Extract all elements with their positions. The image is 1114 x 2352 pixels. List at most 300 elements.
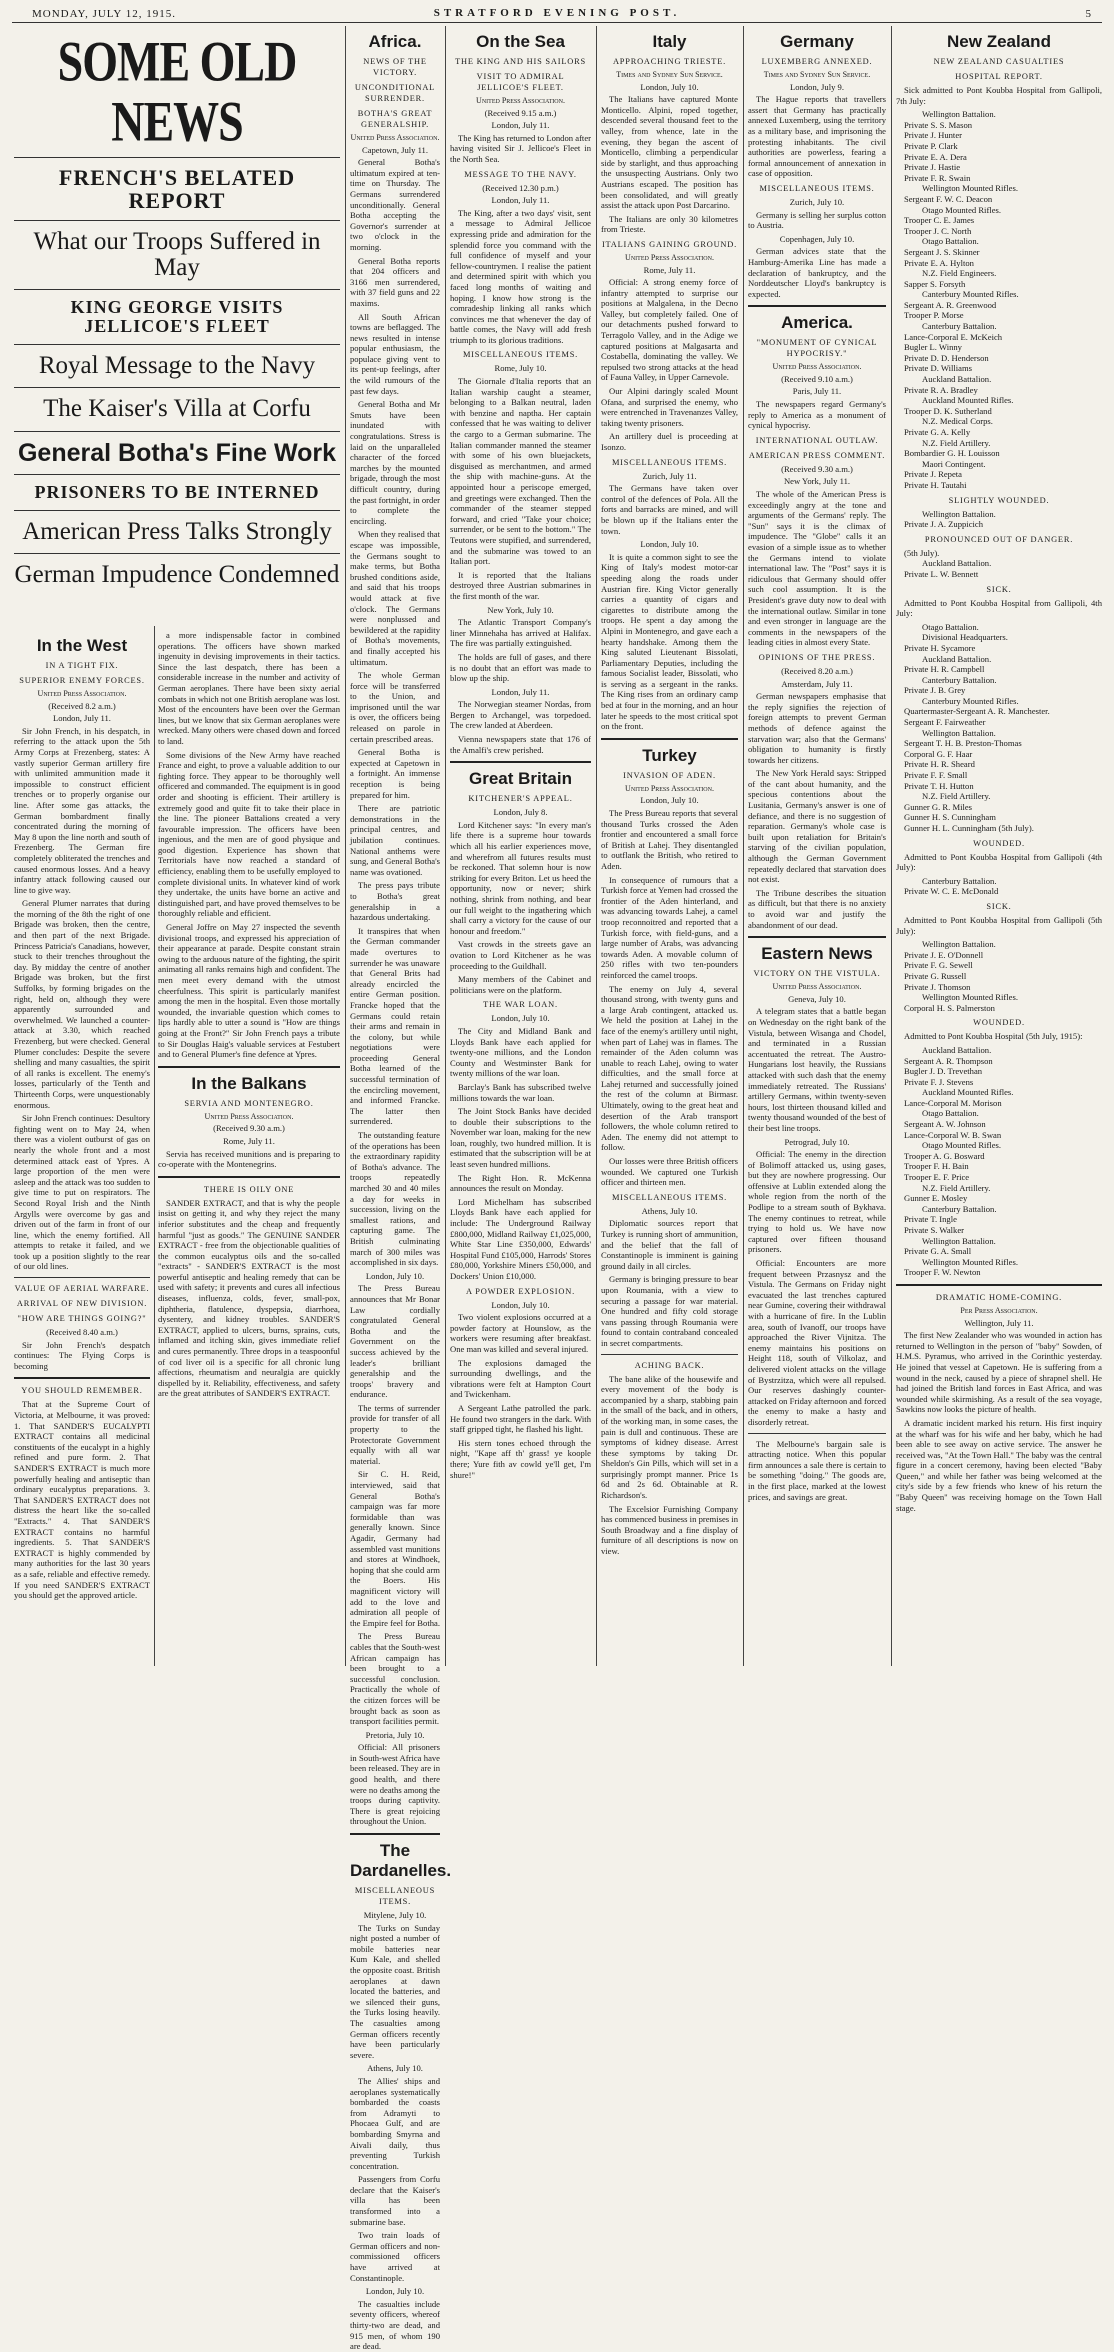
section-heading-dardanelles: The Dardanelles. xyxy=(350,1841,452,1881)
unit-name: Auckland Battalion. xyxy=(922,1044,992,1055)
paragraph: The Italians have captured Monte Monticello. Alpini, roped together, descended several thousand feet to the valley, from whence, late in the evening, they began the ascent of Monticello, climbing a perpendicular side by starlight, and thus approaching the unsuspecting Austrians. Only two Austrians escaped. The position has been consolidated, and will greatly assist the attack upon Post Darcarino. xyxy=(601,94,738,211)
dateline: Mitylene, July 10. xyxy=(363,1910,427,1921)
casualty-name: Private W. C. E. McDonald xyxy=(904,886,999,897)
casualty-name: Private J. Hunter xyxy=(904,130,962,141)
headline-1: FRENCH'S BELATED REPORT xyxy=(58,164,296,213)
paragraph: Official: Encounters are more frequent between Przasnysz and the Vistula. The Germans on Friday night evacuated the last trenches captured near Gumine, covering their withdrawal with a hurricane of fire. In the Lublin area, south of Ivanoff, our troops have approached the River Vijnitza. The enemy maintains his positions on Height 118, south of Vilkolaz, and delivered violent attacks on the village of Bystrzitza, which were all repulsed. Our reserves dashingly counter-attacked on Friday afternoon and forced the enemy to make a hasty and disorderly retreat. xyxy=(748,1258,886,1427)
paragraph: A telegram states that a battle began on Wednesday on the right bank of the Vistula, between Wisanga and Chodel, and terminated in a Russian accentuated the retreat. The Austro-Hungarians lost heavily, the Russians attacked with such dash that the enemy immediately retreated. The Russians' artillery Germans, within twenty-seven hours, lost thirteen thousand killed and twenty thousand wounded of the best of their best line troops. xyxy=(748,1006,886,1133)
casualty-name: Private S. Walker xyxy=(904,1225,965,1235)
column-5 xyxy=(601,26,738,1666)
paragraph: General Plumer narrates that during the morning of the 8th the right of one Brigade was broken, then the centre, and then part of the next Brigade. Princess Patricia's Canadians, however, stuck to their trenches throughout the day. By midday the centre of another Brigade was broken, but the first Suffolks, by forming brigades on the right, held on, although they were apparently surrounded and overwhelmed. We launched a counter-attack at 3.30, which reached Frezenberg, but were checked. General Plumer concludes: Despite the severe shelling and many casualties, the spirit of all ranks is excellent. The enemy's losses, particularly of the Tenth and Thirteenth Corps, were unquestionably enormous. xyxy=(14,898,150,1110)
headline-4: Royal Message to the Navy xyxy=(38,352,316,380)
headline-6: General Botha's Fine Work xyxy=(17,438,337,467)
paragraph: a more indispensable factor in combined operations. The officers have shown marked ingenuity in devising improvements in their tactics. Since the last despatch, there has been a considerable increase in the number and activity of German aeroplanes. There have been sixty aerial combats in which not one British aeroplane was lost. Most of the encounters have been over the German lines, but we know that six German aeroplanes were wrecked. Many others were chased down and forced to land. xyxy=(158,630,340,746)
paragraph: The outstanding feature of the operations has been the extraordinary rapidity of Botha's advance. The troops repeatedly marched 30 and 40 miles a day for weeks in succession, living on the smallest rations, and capturing game. The British culminating march of 300 miles was accomplished in six days. xyxy=(350,1130,440,1268)
paragraph: The terms of surrender provide for transfer of all property to the Protectorate Government equally with all war material. xyxy=(350,1402,440,1466)
casualty-name: Private J. A. Zuppicich xyxy=(904,519,984,530)
unit-name: Wellington Battalion. xyxy=(922,508,996,519)
casualty-name: Gunner G. R. Miles xyxy=(904,801,973,812)
dateline: Rome, July 11. xyxy=(223,1135,275,1146)
headline-9: German Impudence Condemned xyxy=(14,560,340,588)
paragraph: Lord Michelham has subscribed Lloyds Bank have each applied for include: The Underground Railway £800,000, Midland Railway £1,025,000, White Star Line £350,000, Edwards' Hospital Fund £105,000, Harrods' Stores £80,000, Yorkshire Miners £50,000, and Dockers' Union £10,000. xyxy=(450,1196,591,1281)
casualty-name: Private E. A. Dera xyxy=(904,151,967,162)
column-rule xyxy=(445,26,446,1666)
paragraph: General Botha and Mr Smuts have been inundated with congratulations. Stress is laid on the unparalleled character of the forced marches by the mounted brigade, through the most difficult country, during the past fortnight, in order to complete the encircling. xyxy=(350,399,440,526)
subheading: MISCELLANEOUS ITEMS. xyxy=(354,1886,436,1907)
paragraph: Admitted to Pont Koubba Hospital from Gallipoli (5th July): xyxy=(896,914,1102,936)
paragraph: Germany is selling her surplus cotton to Austria. xyxy=(748,209,886,231)
casualty-name: Corporal G. F. Haar xyxy=(904,748,973,759)
agency-credit: United Press Association. xyxy=(772,982,862,992)
advert-text: SANDER EXTRACT, and that is why the people insist on getting it, and why they reject the many inferior substitutes and the cheap and frequently harmful "just as goods." The GENUINE SANDER EXTRACT - free from the objectionable qualities of the common eucalyptus oils and the so-called "extracts" - SANDER'S EXTRACT is the most powerful antiseptic and healing remedy that can be used with safety; it prevents and cures all infectious diseases, influenza, colds, fever, small-pox, diphtheria, flatulence, dyspepsia, diarrhoea, dysentery, and kidney troubles. SANDER'S EXTRACT, applied to ulcers, burns, sprains, cuts, inflamed and itching skin, gives immediate relief and cures permanently. Three drops in a teaspoonful of cod liver oil is a specific for all chronic lung affections, rheumatism and neuralgia are quickly dispelled by it. Reliability, effectiveness, and safety are the great attributes of SANDER'S EXTRACT. xyxy=(158,1197,340,1399)
casualty-name: Private J. Repeta xyxy=(904,469,962,480)
casualty-name: Lance-Corporal M. Morison xyxy=(904,1097,1002,1108)
section-heading-eastern-news: Eastern News xyxy=(761,944,873,964)
paragraph: The Germans have taken over control of the defences of Pola. All the forts and barracks are mined, and will be blown up if the Italians enter the town. xyxy=(601,483,738,536)
subheading: SUPERIOR ENEMY FORCES. xyxy=(19,676,145,685)
column-rule xyxy=(596,26,597,1666)
paragraph: The enemy on July 4, several thousand strong, with twenty guns and a large Arab contingent, attacked us. We held the position at Lahej in the face of the enemy's artillery until night, when part of Lahej was in flames. The remainder of the Aden column was unable to reach Lahej, owing to water difficulties, and the small force at Lahej returned and successfully joined the rest of the column at Birmasr. Ultimately, owing to the great heat and desertion of the Arab transport followers, the whole column retired to Aden. The enemy did not attempt to follow. xyxy=(601,983,738,1153)
casualty-name: Trooper C. E. James xyxy=(904,215,975,226)
unit-name: N.Z. Field Artillery. xyxy=(922,437,991,448)
paragraph: The King has returned to London after having visited Sir J. Jellicoe's Fleet in the North Sea. xyxy=(450,132,591,164)
casualty-name: (5th July). xyxy=(904,547,940,558)
casualty-name: Private S. S. Mason xyxy=(904,119,973,130)
dateline: Athens, July 10. xyxy=(641,1205,698,1216)
subheading: KITCHENER'S APPEAL. xyxy=(468,794,573,804)
dateline: Rome, July 10. xyxy=(494,363,547,374)
paragraph: A dramatic incident marked his return. His first inquiry at the wharf was for his wife and her baby, which he had been able to see away on active service. The answer he received was, "At the Town Hall." The baby was the central figure in a concert ceremony, having been elected "Baby Queen," and while her father was being welcomed at the city's side by a few friends who knew of his return the "Baby Queen" was receiving homage on the Town Hall stage. xyxy=(896,1417,1102,1513)
subheading: THE WAR LOAN. xyxy=(483,1000,558,1010)
paragraph: When they realised that escape was impossible, the Germans sought to make terms, but Botha brushed conditions aside, and said that his troops would attack at five o'clock. The Germans were nonplussed and bewildered at the rapidity of Botha's movements, and finally accepted his ultimatum. xyxy=(350,529,440,667)
agency-credit: United Press Association. xyxy=(204,1111,294,1121)
paragraph: General Botha's ultimatum expired at ten-time on Thursday. The Germans surrendered unconditionally. General Botha accepting the Governor's surrender at two o'clock in the morning. xyxy=(350,157,440,252)
dateline: London, July 8. xyxy=(493,807,548,818)
section-heading-new-zealand: New Zealand xyxy=(947,32,1051,51)
paragraph: Passengers from Corfu declare that the Kaiser's villa has been transformed into a submarine base. xyxy=(350,2174,440,2227)
paragraph: Many members of the Cabinet and politicians were on the platform. xyxy=(450,974,591,995)
headline-5: The Kaiser's Villa at Corfu xyxy=(43,395,311,423)
paragraph: In consequence of rumours that a Turkish force at Yemen had crossed the frontier of the Aden hinterland, and was advancing towards Lahej, a camel troop reconnoitred and reported that a Turkish force, with field-guns, and a large number of Arabs, was advancing towards Aden. A movable column of 250 rifles with two ten-pounders reinforced the camel troops. xyxy=(601,874,738,980)
masthead-paper-name: STRATFORD EVENING POST. xyxy=(433,7,681,19)
received-time: (Received 9.10 a.m.) xyxy=(781,373,853,384)
casualty-name: Private E. A. Hylton xyxy=(904,257,974,268)
casualty-name: Sergeant A. R. Greenwood xyxy=(904,299,997,310)
unit-name: Auckland Battalion. xyxy=(922,558,992,569)
subheading: SICK. xyxy=(986,901,1012,911)
casualty-name: Sergeant J. S. Skinner xyxy=(904,246,980,257)
subheading: VICTORY ON THE VISTULA. xyxy=(753,969,881,979)
unit-name: Wellington Battalion. xyxy=(922,1235,996,1246)
paragraph: The Press Bureau reports that several thousand Turks crossed the Aden frontier and encountered a small force of British at Lahej. They disentangled to outflank the British, who retired to Aden. xyxy=(601,808,738,871)
casualty-name: Gunner H. L. Cunningham (5th July). xyxy=(904,823,1034,833)
paragraph: Diplomatic sources report that Turkey is running short of ammunition, and the belief that the fall of Constantinople is imminent is gaining ground daily in all circles. xyxy=(601,1218,738,1271)
paragraph: Official: A strong enemy force of infantry attempted to surprise our positions at Malgalena, in the Decno Valley, but completely failed. One of our detachments pushed forward to Terragolo Valley, and in the Adige we captured positions at Malgasarta and Costabella, dominating the valley. We repulsed two strong attacks at the head of Fauna Valley, in Upper Carnevole. xyxy=(601,277,738,383)
received-time: (Received 9.30 a.m.) xyxy=(781,463,853,474)
casualty-name: Sergeant A. W. Johnson xyxy=(904,1119,986,1130)
agency-credit: United Press Association. xyxy=(350,133,440,142)
paragraph: Germany is bringing pressure to bear upon Roumania, with a view to securing a passage for war material. One hundred and fifty cold storage vans passing through Roumania were found to contain contraband concealed in secret compartments. xyxy=(601,1274,738,1348)
received-time: (Received 9.15 a.m.) xyxy=(484,107,557,118)
dateline: London, July 10. xyxy=(640,81,699,92)
column-rule xyxy=(743,26,744,1666)
subheading: PRONOUNCED OUT OF DANGER. xyxy=(924,534,1074,544)
section-heading-sea: On the Sea xyxy=(476,32,565,51)
agency-credit: Per Press Association. xyxy=(960,1305,1038,1315)
main-title: SOME OLD NEWS xyxy=(57,29,297,154)
received-time: (Received 12.30 p.m.) xyxy=(482,182,559,193)
unit-name: Wellington Battalion. xyxy=(922,727,996,738)
unit-name: Wellington Mounted Rifles. xyxy=(922,992,1018,1003)
paragraph: Admitted to Pont Koubba Hospital from Gallipoli (4th July): xyxy=(896,851,1102,873)
received-time: (Received 9.30 a.m.) xyxy=(213,1123,285,1134)
casualty-name: Private T. H. Hutton xyxy=(904,780,974,791)
casualty-list xyxy=(896,622,1102,834)
unit-name: Canterbury Battalion. xyxy=(922,674,997,685)
casualty-name: Private R. A. Bradley xyxy=(904,384,978,395)
casualty-name: Trooper A. G. Bosward xyxy=(904,1150,985,1161)
subheading: UNCONDITIONAL SURRENDER. xyxy=(354,83,436,103)
paragraph: The Norwegian steamer Nordas, from Bergen to Archangel, was torpedoed. The crew landed at Aberdeen. xyxy=(450,699,591,731)
casualty-name: Bugler J. D. Trevethan xyxy=(904,1066,983,1077)
unit-name: Auckland Battalion. xyxy=(922,653,992,664)
paragraph: Sir John French, in his despatch, in referring to the attack upon the 5th Army Corps at Frezenberg, states: A vastly superior German artillery fire with unlimited ammunition made it impossible to construct efficient trenches or to properly organise our line. After some gas attacks, the German bombardment finally concentrated during the morning of May 8 upon the line north and south of Frezenberg. The German fire completely obliterated the trenches and caused enormous losses. And a heavy infantry attack following caused our line to give way. xyxy=(14,725,150,895)
casualty-name: Private D. D. Henderson xyxy=(904,352,989,363)
paragraph: The Tribune describes the situation as difficult, but that there is no anxiety to avoid war and justify the abandonment of our dead. xyxy=(748,887,886,930)
casualty-name: Lance-Corporal E. McKeich xyxy=(904,331,1003,342)
unit-name: Canterbury Battalion. xyxy=(922,875,997,886)
unit-name: Otago Battalion. xyxy=(922,621,979,632)
casualty-name: Private D. Williams xyxy=(904,363,972,374)
paragraph: The holds are full of gases, and there is no doubt that an effort was made to blow up the ship. xyxy=(450,651,591,684)
advert-text: The bane alike of the housewife and every movement of the body is accompanied by a sharp, stabbing pain in the small of the back, and in others, of the working man, in some cases, the pain is dull and continuous. These are symptoms of kidney disease. Arrest these symptoms by taking Dr. Sheldon's Gin Pills, which will set in a surprisingly prompt manner. Price 1s 6d and 2s 6d. Obtainable at R. Richardson's. xyxy=(601,1373,738,1501)
casualty-name: Private P. Clark xyxy=(904,140,958,151)
paragraph: General Botha is expected at Capetown in a fortnight. An immense reception is being prepared for him. xyxy=(350,747,440,800)
subheading: ARRIVAL OF NEW DIVISION. xyxy=(16,1299,148,1309)
headline-8: American Press Talks Strongly xyxy=(22,517,332,545)
paragraph: Sir John French's despatch continues: The Flying Corps is becoming xyxy=(14,1339,150,1371)
subheading: INVASION OF ADEN. xyxy=(623,770,716,780)
dateline: New York, July 11. xyxy=(783,476,851,487)
column-rule xyxy=(345,26,346,1666)
unit-name: Otago Mounted Rifles. xyxy=(922,204,1002,215)
subheading: ITALIANS GAINING GROUND. xyxy=(601,239,738,249)
subheading: MISCELLANEOUS ITEMS. xyxy=(611,457,728,467)
paragraph: Our losses were three British officers wounded. We captured one Turkish officer and thirteen men. xyxy=(601,1156,738,1188)
paragraph: Admitted to Pont Koubba Hospital from Gallipoli, 4th July: xyxy=(896,597,1102,619)
subheading: WOUNDED. xyxy=(973,838,1025,848)
paragraph: Two train loads of German officers and non-commissioned officers have arrived at Constantinople. xyxy=(350,2230,440,2283)
dateline: London, July 10. xyxy=(640,539,699,550)
casualty-list xyxy=(896,548,1102,580)
unit-name: Canterbury Battalion. xyxy=(922,1203,997,1214)
paragraph: General Joffre on May 27 inspected the seventh divisional troops, and expressed his appreciation of their appearance at parade. Despite constant strain owing to the arduous nature of the fighting, the spirit animating all ranks remains high and confident. The men meet every demand with the utmost cheerfulness. This spirit is particularly manifest among the men in the hospital. Even those mortally wounded, the invariable question which comes to lips hardly able to utter a sound is "How are things going at the Front?" Sir John French pays a tribute to Sir Douglas Haig's valuable services at Festubert and to General Plumer's fine defence at Ypres. xyxy=(158,922,340,1060)
casualty-name: Quartermaster-Sergeant A. R. Manchester. xyxy=(904,706,1050,717)
paragraph: His stern tones echoed through the night, "Kape aff th' grass! ye koople there; Yure fith av cowld ye'll get, I'm shure!" xyxy=(450,1437,591,1480)
casualty-name: Sapper S. Forsyth xyxy=(904,278,966,289)
dateline: London, July 10. xyxy=(640,795,699,806)
casualty-name: Private F. F. Small xyxy=(904,770,968,781)
paragraph: The Atlantic Transport Company's liner Minnehaha has arrived at Halifax. The fire was partially extinguished. xyxy=(450,617,591,649)
paragraph: Servia has received munitions and is preparing to co-operate with the Montenegrins. xyxy=(158,1148,340,1170)
casualty-name: Private J. B. Grey xyxy=(904,685,966,696)
column-rule xyxy=(891,26,892,1666)
dateline: Rome, July 11. xyxy=(643,264,696,275)
paragraph: It is reported that the Italians destroyed three Austrian submarines in the first month of the war. xyxy=(450,569,591,601)
paragraph: The City and Midland Bank and Lloyds Bank have each applied for twenty-one millions, and the London County and Westminster Bank for twenty millions of the war loan. xyxy=(450,1025,591,1079)
subheading: MESSAGE TO THE NAVY. xyxy=(464,169,577,179)
dateline: London, July 9. xyxy=(790,81,844,92)
casualty-name: Private L. W. Bennett xyxy=(904,568,979,579)
casualty-name: Sergeant T. H. B. Preston-Thomas xyxy=(904,738,1022,749)
section-heading-turkey: Turkey xyxy=(642,745,697,765)
paragraph: Vienna newspapers state that 176 of the Amalfi's crew perished. xyxy=(450,734,591,755)
paragraph: An artillery duel is proceeding at Isonzo. xyxy=(601,431,738,452)
casualty-list xyxy=(896,109,1102,490)
paragraph: The Allies' ships and aeroplanes systematically bombarded the coasts from Adramyti to Phocaea Gulf, and are bombarding Smyrna and Aivali daily, thus preventing Turkish concentration. xyxy=(350,2075,440,2171)
paragraph: The Hague reports that travellers assert that Germany has practically annexed Luxemberg, using the territory as a military base, and imprisoning the protesting inhabitants. The civil authorities are powerless, fearing a formal announcement of annexation in case of opposition. xyxy=(748,94,886,179)
casualty-name: Gunner H. S. Cunningham xyxy=(904,812,996,823)
subheading: NEW ZEALAND CASUALTIES xyxy=(933,57,1065,66)
paragraph: Admitted to Pont Koubba Hospital (5th July, 1915): xyxy=(904,1031,1083,1042)
subheading: INTERNATIONAL OUTLAW. xyxy=(755,435,879,445)
subheading: APPROACHING TRIESTE. xyxy=(612,57,727,66)
casualty-name: Bombardier G. H. Louisson xyxy=(904,448,1000,459)
casualty-list xyxy=(896,939,1102,1013)
paragraph: Barclay's Bank has subscribed twelve millions towards the war loan. xyxy=(450,1081,591,1103)
paragraph: The Giornale d'Italia reports that an Italian warship caught a steamer, belonging to a Balkan neutral, laden with benzine and naptha. Her captain confessed that he was waiting to deliver the cargo to a German submarine. The Italian commander manned the steamer with some of his own bluejackets, disguised as merchantmen, and armed the ship with machine-guns. At the appointed hour a periscope emerged, and greetings were exchanged. Then the commander of the steamer stepped forward, and cried "Take your choice; surrender, or be sent to the bottom." The Teutons were stupified, and surrendered, and the submarine was towed to an Italian port. xyxy=(450,376,591,567)
agency-credit: United Press Association. xyxy=(625,252,714,262)
paragraph: The Italians are only 30 kilometres from Trieste. xyxy=(601,213,738,235)
casualty-name: Private G. Russell xyxy=(904,970,967,981)
dateline: London, July 11. xyxy=(491,686,550,697)
unit-name: N.Z. Field Engineers. xyxy=(922,268,997,279)
subheading: SLIGHTLY WOUNDED. xyxy=(948,495,1050,505)
unit-name: Wellington Battalion. xyxy=(922,109,996,120)
advert-heading: THERE IS OILY ONE xyxy=(203,1184,295,1194)
agency-credit: United Press Association. xyxy=(625,783,714,793)
paragraph: Sir John French continues: Desultory fighting went on to May 24, when there was a violent outburst of gas on nearly the whole front and a most determined attack east of Ypres. A large proportion of the men were asleep and the attack was too sudden to give time to put on respirators. The Second Royal Irish and the Ninth Argylls were overcome by gas and driven out of the farm in front of our line, which the enemy fortified. All attempts to retake it failed, and we took up a position slightly to the rear of our old lines. xyxy=(14,1113,150,1272)
headline-7: PRISONERS TO BE INTERNED xyxy=(34,481,320,502)
section-heading-great-britain: Great Britain xyxy=(469,769,572,789)
unit-name: Auckland Battalion. xyxy=(922,374,992,385)
dateline: Pretoria, July 10. xyxy=(365,1729,425,1740)
paragraph: The first New Zealander who was wounded in action has returned to Wellington in the person of "baby" Sowden, of H.M.S. Pyramus, who arrived in the Corinthic yesterday. He joined that vessel at Capetown. He is suffering from a wound in the neck, caused by a piece of shrapnel shell. He had joined the British land forces in East Africa, and was wounded while skirmishing. As a result of the sea voyage, Sawkins now looks the picture of health. xyxy=(896,1330,1102,1415)
masthead-date: MONDAY, JULY 12, 1915. xyxy=(32,8,176,20)
advert-heading: YOU SHOULD REMEMBER. xyxy=(21,1386,143,1396)
casualty-name: Sergeant A. R. Thompson xyxy=(904,1055,993,1066)
unit-name: Canterbury Battalion. xyxy=(922,321,997,332)
paragraph: The newspapers regard Germany's reply to America as a monument of cynical hypocrisy. xyxy=(748,399,886,431)
subheading: MISCELLANEOUS ITEMS. xyxy=(759,183,875,193)
subheading: VISIT TO ADMIRAL JELLICOE'S FLEET. xyxy=(476,72,565,92)
subheading: WOUNDED. xyxy=(973,1018,1025,1028)
agency-credit: United Press Association. xyxy=(37,689,127,698)
paragraph: Sick admitted to Pont Koubba Hospital from Gallipoli, 7th July: xyxy=(896,85,1102,106)
casualty-name: Private H. Tautahi xyxy=(904,479,967,490)
paragraph: The Excelsior Furnishing Company has commenced business in premises in South Broadway and a fine display of furniture of all descriptions is now on view. xyxy=(601,1503,738,1557)
casualty-name: Trooper F. W. Newton xyxy=(904,1267,981,1278)
column-3 xyxy=(350,26,452,2352)
subheading: "MONUMENT OF CYNICAL HYPOCRISY." xyxy=(756,338,878,359)
unit-name: N.Z. Field Artillery. xyxy=(922,791,991,802)
paragraph: Our Alpini daringly scaled Mount Ofana, and surprised the enemy, who were entrenched in Travenanzes Valley, taking twenty prisoners. xyxy=(601,386,738,428)
column-4 xyxy=(450,26,591,1666)
casualty-name: Trooper E. F. Price xyxy=(904,1172,970,1183)
casualty-name: Private H. Sycamore xyxy=(904,642,976,653)
paragraph: There are patriotic demonstrations in the principal centres, and jubilation continues. National anthems were sung, and General Botha's name was ovationed. xyxy=(350,803,440,877)
column-2 xyxy=(158,630,340,1666)
advert-heading: ACHING BACK. xyxy=(634,1360,705,1370)
dateline: London, July 10. xyxy=(491,1013,550,1024)
column-6 xyxy=(748,26,886,1666)
casualty-name: Private G. A. Kelly xyxy=(904,427,971,437)
dateline: New York, July 10. xyxy=(487,604,554,615)
unit-name: Canterbury Mounted Rifles. xyxy=(922,289,1019,300)
paragraph: Sir C. H. Reid, interviewed, said that General Botha's campaign was far more formidable than was generally known. Since Agadir, Germany had assembled vast munitions and stores at Windhoek, hoping that she could arm the Boers. His magnificent victory will add to the love and admiration all people of the Empire feel for Botha. xyxy=(350,1469,440,1628)
unit-name: Auckland Mounted Rifles. xyxy=(922,395,1014,406)
received-time: (Received 8.40 a.m.) xyxy=(46,1327,118,1338)
paragraph: The New York Herald says: Stripped of the cant about humanity, and the specious contentions about the Lusitania, Germany's answer is one of defiance, and there is no suggestion of reparation. Germany's whole case is built upon retaliation for Britain's starving of the civilian population, although the German Government repeatedly declared that starvation does not exist. xyxy=(748,768,886,885)
paragraph: The casualties include seventy officers, whereof thirty-two are dead, and 915 men, of whom 190 are dead. xyxy=(350,2298,440,2352)
paragraph: Lord Kitchener says: "In every man's life there is a supreme hour towards which all his earlier experiences move, and wherefrom all futures results must be reckoned. That solemn hour is now striking for every Briton. Let us heed the opportunity, now or never; shirk nothing, shrink from nothing, and bear our full weight to the ingathering which shall carry a victory for the cause of our honour and freedom." xyxy=(450,819,591,936)
agency-credit: Times and Sydney Sun Service. xyxy=(763,70,871,79)
paragraph: Official: All prisoners in South-west Africa have been released. They are in good health, and there were no deaths among the troops during captivity. There is great rejoicing throughout the Union. xyxy=(350,1742,440,1827)
paragraph: Two violent explosions occurred at a powder factory at Hounslow, as the workers were resuming after breakfast. One man was killed and several injured. xyxy=(450,1312,591,1354)
subheading: LUXEMBERG ANNEXED. xyxy=(761,57,873,66)
paragraph: German advices state that the Hamburg-Amerika Line has made a declaration of bankruptcy, and the Norddeutscher Lloyd's bankruptcy is expected. xyxy=(748,246,886,299)
casualty-name: Sergeant F. W. C. Deacon xyxy=(904,193,993,204)
paragraph: The Press Bureau cables that the South-west African campaign has been brought to a successful conclusion. Practically the whole of the citizen forces will be brought back as soon as transport facilities permit. xyxy=(350,1631,440,1727)
subheading: BOTHA'S GREAT GENERALSHIP. xyxy=(357,109,433,129)
paragraph: The explosions damaged the surrounding dwellings, and the vibrations were felt at Hampton Court and Twickenham. xyxy=(450,1357,591,1400)
paragraph: The Press Bureau announces that Mr Bonar Law cordially congratulated General Botha and the Government on the success achieved by the leader's brilliant generalship and the troops' bravery and endurance. xyxy=(350,1283,440,1400)
casualty-name: Corporal H. S. Palmerston xyxy=(904,1002,995,1013)
subheading: SICK. xyxy=(986,584,1012,594)
casualty-name: Trooper D. K. Sutherland xyxy=(904,405,992,416)
dateline: Paris, July 11. xyxy=(792,386,842,397)
west-column xyxy=(14,630,150,1666)
unit-name: Otago Battalion. xyxy=(922,1108,979,1119)
headline-block xyxy=(14,30,340,590)
unit-name: Otago Mounted Rifles. xyxy=(922,1140,1002,1151)
paragraph: The Melbourne's bargain sale is attracting notice. When this popular firm announces a sale there is certain to be something "doing." The goods are, in the first place, marked at the lowest prices, and savings are great. xyxy=(748,1438,886,1502)
paragraph: It transpires that when the German commander made overtures to surrender he was unaware that General Brits had already encircled the entire German position. Francke hoped that the Germans could retain their arms and remain in the colony, but while negotiations were proceeding General Botha learned of the successful termination of the encircling movement, and informed Francke. The latter then surrendered. xyxy=(350,925,440,1127)
unit-name: Wellington Battalion. xyxy=(922,939,996,950)
subheading: HOSPITAL REPORT. xyxy=(955,72,1043,81)
dateline: Capetown, July 11. xyxy=(361,144,429,155)
subheading: MISCELLANEOUS ITEMS. xyxy=(611,1192,728,1202)
agency-credit: United Press Association. xyxy=(772,362,862,372)
paragraph: The Turks on Sunday night posted a number of mobile batteries near Kum Kale, and shelled the opposite coast. British aeroplanes at dawn located the batteries, and we silenced their guns, the Turks losing heavily. The casualties among German officers recently have been particularly severe. xyxy=(350,1922,440,2060)
casualty-name: Private F. J. Stevens xyxy=(904,1076,974,1087)
headline-2: What our Troops Suffered in May xyxy=(33,227,321,282)
dateline: Copenhagen, July 10. xyxy=(779,233,855,244)
paragraph: The King, after a two days' visit, sent a message to Admiral Jellicoe expressing pride and admiration for the splendid force you command with the full confidence of myself and your fellow-countrymen. I realise the patient and determined spirit with which you faced long months of waiting and hoping. I know how strong is the comradeship linking all ranks which convinces me that whenever the day of battle comes, the Navy will add fresh triumph to its glorious traditions. xyxy=(450,207,591,345)
agency-credit: United Press Association. xyxy=(476,96,565,105)
subheading: DRAMATIC HOME-COMING. xyxy=(935,1292,1063,1302)
subheading: AMERICAN PRESS COMMENT. xyxy=(748,450,886,460)
paragraph: The press pays tribute to Botha's great generalship in a hazardous undertaking. xyxy=(350,880,440,923)
subheading: A POWDER EXPLOSION. xyxy=(466,1286,575,1296)
unit-name: Maori Contingent. xyxy=(922,458,986,469)
section-heading-balkans: In the Balkans xyxy=(191,1073,307,1093)
dateline: London, July 11. xyxy=(491,195,550,206)
dateline: London, July 11. xyxy=(491,120,550,131)
agency-credit: Times and Sydney Sun Service. xyxy=(616,70,723,79)
section-heading-italy: Italy xyxy=(652,32,687,51)
subheading: OPINIONS OF THE PRESS. xyxy=(758,652,876,662)
masthead xyxy=(12,6,1102,23)
paragraph: Some divisions of the New Army have reached France and eight, to prove a valuable addition to our fighting force. They appear to be thoroughly well officered and commanded. The equipment is in good order and shooting is efficient. Their artillery is extremely good and quite fit to take their place in the line. The pioneer Battalions created a very favourable impression. The officers have been ingenious, and the men are of good physique and good digestion. Experience has shown that Territorials have now reached a standard of efficiency, enabling them to be usefully employed to complete divisional units. In whatever kind of work they undertake, the units have borne an active and distinguished part, and have proved themselves to be thoroughly reliable and efficient. xyxy=(158,749,340,919)
subheading: "HOW ARE THINGS GOING?" xyxy=(17,1314,147,1324)
paragraph: The Joint Stock Banks have decided to double their subscriptions to the November war loan, making for the new loan, roughly, two hundred million. It is estimated that the subscription will be at least seven hundred millions. xyxy=(450,1106,591,1170)
paragraph: A Sergeant Lathe patrolled the park. He found two strangers in the dark. With staff gripped tight, he flashed his light. xyxy=(450,1402,591,1435)
received-time: (Received 8.20 a.m.) xyxy=(781,665,853,676)
casualty-name: Trooper J. C. North xyxy=(904,225,972,236)
unit-name: Auckland Mounted Rifles. xyxy=(922,1087,1014,1098)
unit-name: Otago Battalion. xyxy=(922,236,979,247)
dateline: Zurich, July 11. xyxy=(642,470,697,481)
advert-text: That at the Supreme Court of Victoria, at Melbourne, it was proved: 1. That SANDER'S EUCALYPTI EXTRACT contains all medicinal constituents of the eucalypt in a highly refined and pure form. 2. That SANDER'S EXTRACT is much more powerfully healing and antiseptic than ordinary eucalyptus preparations. 3. That SANDER'S EXTRACT does not distress the heart like the so-called "Extracts." 4. That SANDER'S EXTRACT contains no harmful ingredients. 5. That SANDER'S EXTRACT is highly commended by many authorities for the last 30 years as a safe, reliable and effective remedy. If you need SANDER'S EXTRACT you should get the approved article. xyxy=(14,1399,150,1601)
casualty-name: Lance-Corporal W. B. Swan xyxy=(904,1129,1002,1140)
received-time: (Received 8.2 a.m.) xyxy=(48,700,116,711)
dateline: Athens, July 10. xyxy=(367,2063,423,2074)
casualty-name: Private J. E. O'Donnell xyxy=(904,949,984,960)
subheading: NEWS OF THE VICTORY. xyxy=(363,57,427,77)
casualty-name: Private J. Hastie xyxy=(904,162,961,173)
unit-name: N.Z. Field Artillery. xyxy=(922,1182,991,1193)
casualty-name: Bugler L. Winny xyxy=(904,342,962,353)
unit-name: Wellington Mounted Rifles. xyxy=(922,1256,1018,1267)
dateline: London, July 10. xyxy=(365,1270,425,1281)
column-7 xyxy=(896,26,1102,1666)
casualty-name: Private G. A. Small xyxy=(904,1246,972,1257)
casualty-name: Private F. G. Sewell xyxy=(904,960,973,971)
subheading: VALUE OF AERIAL WARFARE. xyxy=(14,1284,150,1294)
dateline: Wellington, July 11. xyxy=(964,1317,1034,1328)
unit-name: Divisional Headquarters. xyxy=(922,632,1008,643)
headline-3: KING GEORGE VISITS JELLICOE'S FLEET xyxy=(70,297,284,337)
dateline: London, July 10. xyxy=(491,1299,550,1310)
dateline: Zurich, July 10. xyxy=(789,196,845,207)
casualty-list xyxy=(896,876,1102,897)
casualty-name: Private T. Ingle xyxy=(904,1214,957,1225)
casualty-name: Gunner E. Mosley xyxy=(904,1193,968,1204)
section-heading-germany: Germany xyxy=(780,32,854,51)
section-heading-west: In the West xyxy=(36,636,128,655)
casualty-name: Private J. Thomson xyxy=(904,981,971,992)
masthead-page-number: 5 xyxy=(1085,8,1092,20)
dateline: Petrograd, July 10. xyxy=(784,1136,850,1147)
casualty-name: Private H. R. Campbell xyxy=(904,664,985,675)
casualty-name: Trooper P. Morse xyxy=(904,310,964,321)
paragraph: German newspapers emphasise that the reply signifies the rejection of foreign attempts to prevent German methods of defence against the starvation war; also that the Germans' obligation to humanity is firstly towards her citizens. xyxy=(748,691,886,765)
dateline: Geneva, July 10. xyxy=(788,993,846,1004)
unit-name: N.Z. Medical Corps. xyxy=(922,416,993,427)
column-rule xyxy=(154,626,155,1666)
casualty-name: Trooper F. H. Bain xyxy=(904,1161,969,1172)
subheading: THE KING AND HIS SAILORS xyxy=(455,57,586,66)
unit-name: Canterbury Mounted Rifles. xyxy=(922,695,1019,706)
dateline: Amsterdam, July 11. xyxy=(781,678,853,689)
paragraph: Official: The enemy in the direction of Bolimoff attacked us, using gases, but they are nowhere progressing. Our offensive at Lublin extended along the whole region from the north of the Podlipe to a stream south of Bykhava. The enemy continues to retreat, while trying to hold us. We have now captured over fifteen thousand prisoners. xyxy=(748,1149,886,1255)
section-heading-america: America. xyxy=(781,313,853,333)
section-heading-africa: Africa. xyxy=(368,32,422,51)
paragraph: The whole of the American Press is exceedingly angry at the tone and arguments of the Germans' reply. The "Sun" says it is the climax of impudence. The "Globe" calls it an evasion of a simple issue as to whether the Germans intend to violate international law. The "Post" says it is ridiculous that Germany should offer such cool assumption. It is the President's grave duty now to deal with the international outlaw. Similar in tone and even stronger in language are the comments in the newspapers of the leading cities in almost every State. xyxy=(748,489,886,648)
dateline: London, July 10. xyxy=(365,2286,425,2297)
dateline: London, July 11. xyxy=(53,713,111,724)
